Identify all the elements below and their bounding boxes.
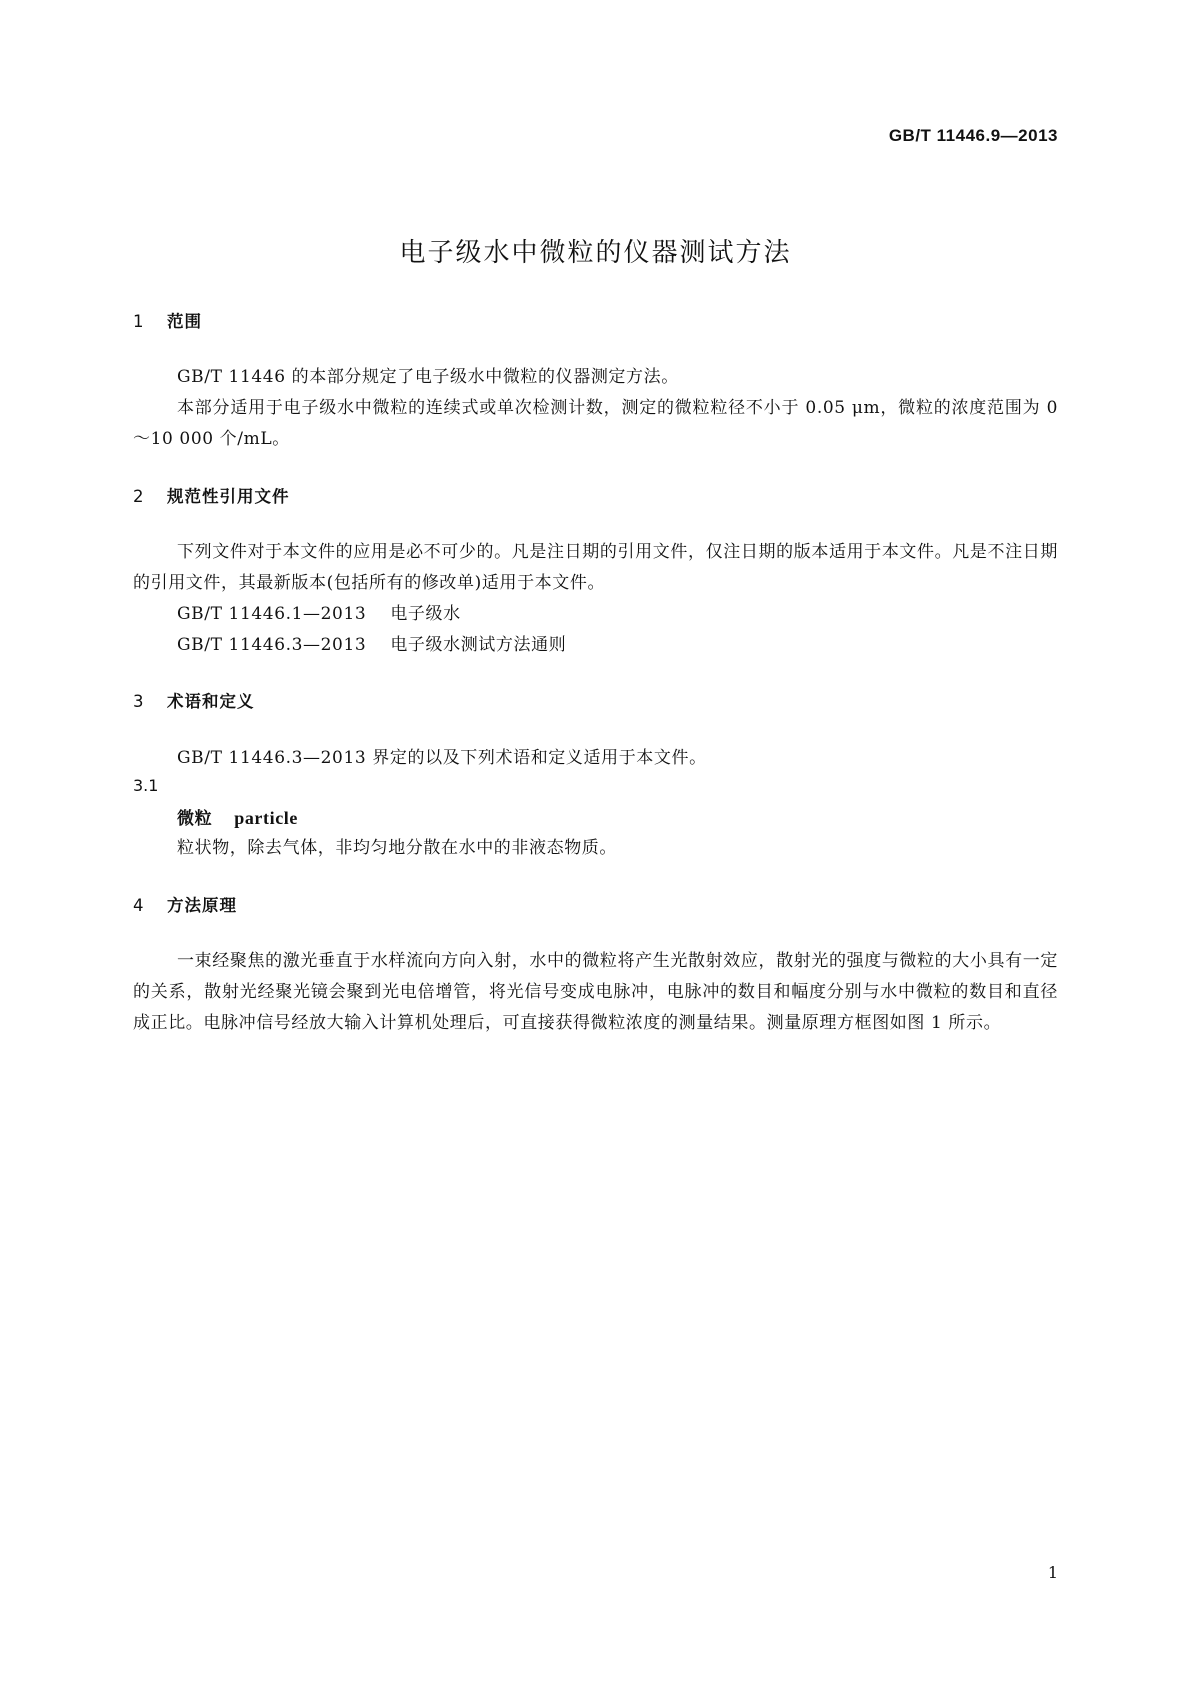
subsection-number: 3.1 [133, 776, 159, 795]
section-2-title: 规范性引用文件 [167, 487, 290, 506]
section-3-heading [133, 688, 255, 712]
section-2-paragraph-1: 下列文件对于本文件的应用是必不可少的。凡是注日期的引用文件，仅注日期的版本适用于本文件。凡是不注日期的引用文件，其最新版本(包括所有的修改单)适用于本文件。 [133, 542, 1058, 593]
section-4-paragraph-1: 一束经聚焦的激光垂直于水样流向方向入射，水中的微粒将产生光散射效应，散射光的强度与微粒的大小具有一定的关系，散射光经聚光镜会聚到光电倍增管，将光信号变成电脉冲，电脉冲的数目和幅度分别与水中微粒的数目和直径成正比。电脉冲信号经放大输入计算机处理后，可直接获得微粒浓度的测量结果。测量原理方框图如图 1 所示。 [133, 951, 1058, 1033]
standard-code: GB/T 11446.9—2013 [888, 126, 1058, 145]
page-number: 1 [1047, 1563, 1058, 1582]
term-entry [177, 804, 298, 829]
term-definition: 粒状物，除去气体，非均匀地分散在水中的非液态物质。 [177, 838, 617, 858]
section-1-paragraph-1: GB/T 11446 的本部分规定了电子级水中微粒的仪器测定方法。 [177, 367, 679, 387]
section-4-number: 4 [133, 896, 145, 915]
reference-name: 电子级水 [390, 604, 461, 624]
section-3-paragraph-1: GB/T 11446.3—2013 界定的以及下列术语和定义适用于本文件。 [177, 748, 707, 768]
section-1-title: 范围 [167, 312, 202, 331]
section-3-title: 术语和定义 [167, 692, 255, 711]
section-3-number: 3 [133, 692, 145, 711]
document-title: 电子级水中微粒的仪器测试方法 [399, 238, 792, 268]
term-chinese: 微粒 [177, 809, 213, 829]
section-2-heading [133, 483, 290, 507]
section-2-number: 2 [133, 487, 145, 506]
section-4-heading [133, 892, 237, 916]
section-1-number: 1 [133, 312, 145, 331]
reference-name: 电子级水测试方法通则 [390, 635, 567, 655]
term-english: particle [234, 808, 298, 828]
section-1-paragraph-2: 本部分适用于电子级水中微粒的连续式或单次检测计数，测定的微粒粒径不小于 0.05 μm，微粒的浓度范围为 0～10 000 个/mL。 [133, 398, 1058, 449]
reference-item [177, 599, 461, 624]
section-1-heading [133, 308, 202, 332]
reference-item [177, 630, 566, 655]
reference-code: GB/T 11446.3—2013 [177, 635, 367, 655]
section-4-title: 方法原理 [167, 896, 237, 915]
reference-code: GB/T 11446.1—2013 [177, 604, 367, 624]
